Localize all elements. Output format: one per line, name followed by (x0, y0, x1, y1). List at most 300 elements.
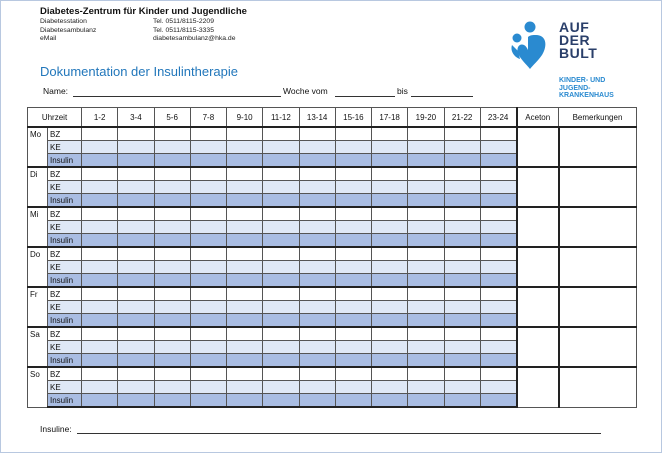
entry-cell[interactable] (299, 381, 335, 394)
entry-cell[interactable] (335, 314, 371, 328)
entry-cell[interactable] (154, 367, 190, 381)
slot-header: 13-14 (299, 108, 335, 128)
entry-cell[interactable] (444, 141, 480, 154)
remarks-cell[interactable] (559, 327, 637, 367)
entry-cell[interactable] (118, 234, 154, 248)
entry-cell[interactable] (335, 247, 371, 261)
entry-cell[interactable] (154, 314, 190, 328)
entry-cell[interactable] (299, 167, 335, 181)
week-until-field[interactable] (411, 96, 473, 97)
entry-cell[interactable] (118, 367, 154, 381)
entry-cell[interactable] (299, 247, 335, 261)
entry-cell[interactable] (408, 274, 444, 288)
entry-cell[interactable] (82, 181, 118, 194)
entry-cell[interactable] (227, 207, 263, 221)
entry-cell[interactable] (263, 381, 299, 394)
entry-cell[interactable] (190, 314, 226, 328)
entry-cell[interactable] (372, 141, 408, 154)
entry-cell[interactable] (263, 167, 299, 181)
entry-cell[interactable] (444, 341, 480, 354)
entry-cell[interactable] (227, 327, 263, 341)
entry-cell[interactable] (480, 367, 516, 381)
entry-cell[interactable] (154, 341, 190, 354)
aceton-cell[interactable] (517, 207, 559, 247)
remarks-cell[interactable] (559, 207, 637, 247)
entry-cell[interactable] (372, 287, 408, 301)
entry-cell[interactable] (227, 141, 263, 154)
entry-cell[interactable] (444, 181, 480, 194)
entry-cell[interactable] (154, 181, 190, 194)
entry-cell[interactable] (190, 341, 226, 354)
entry-cell[interactable] (335, 141, 371, 154)
entry-cell[interactable] (227, 367, 263, 381)
aceton-cell[interactable] (517, 127, 559, 167)
insulin-field[interactable] (77, 433, 601, 434)
hospital-logo (506, 21, 636, 106)
entry-cell[interactable] (480, 394, 516, 408)
entry-cell[interactable] (372, 327, 408, 341)
entry-cell[interactable] (372, 341, 408, 354)
aceton-cell[interactable] (517, 167, 559, 207)
entry-cell[interactable] (444, 234, 480, 248)
entry-cell[interactable] (190, 301, 226, 314)
entry-cell[interactable] (82, 141, 118, 154)
entry-cell[interactable] (82, 354, 118, 368)
entry-cell[interactable] (227, 381, 263, 394)
entry-cell[interactable] (480, 341, 516, 354)
entry-cell[interactable] (190, 381, 226, 394)
entry-cell[interactable] (299, 314, 335, 328)
entry-cell[interactable] (408, 167, 444, 181)
entry-cell[interactable] (118, 354, 154, 368)
entry-cell[interactable] (480, 167, 516, 181)
entry-cell[interactable] (335, 127, 371, 141)
entry-cell[interactable] (227, 274, 263, 288)
row-type-label: Insulin (48, 194, 82, 208)
entry-cell[interactable] (335, 274, 371, 288)
entry-cell[interactable] (227, 181, 263, 194)
aceton-cell[interactable] (517, 327, 559, 367)
entry-cell[interactable] (263, 181, 299, 194)
entry-cell[interactable] (408, 394, 444, 408)
remarks-cell[interactable] (559, 127, 637, 167)
entry-cell[interactable] (444, 194, 480, 208)
entry-cell[interactable] (335, 367, 371, 381)
entry-cell[interactable] (480, 247, 516, 261)
entry-cell[interactable] (444, 127, 480, 141)
entry-cell[interactable] (118, 301, 154, 314)
entry-cell[interactable] (82, 167, 118, 181)
entry-cell[interactable] (263, 394, 299, 408)
entry-cell[interactable] (444, 221, 480, 234)
entry-cell[interactable] (372, 154, 408, 168)
entry-cell[interactable] (263, 247, 299, 261)
entry-cell[interactable] (299, 141, 335, 154)
entry-cell[interactable] (263, 154, 299, 168)
entry-cell[interactable] (372, 354, 408, 368)
entry-cell[interactable] (299, 341, 335, 354)
entry-cell[interactable] (335, 341, 371, 354)
entry-cell[interactable] (444, 394, 480, 408)
entry-cell[interactable] (372, 247, 408, 261)
row-type-label: BZ (48, 327, 82, 341)
entry-cell[interactable] (299, 181, 335, 194)
row-type-label: KE (48, 181, 82, 194)
entry-cell[interactable] (408, 181, 444, 194)
insulin-footer (40, 424, 72, 434)
entry-cell[interactable] (82, 287, 118, 301)
row-type-label: BZ (48, 247, 82, 261)
entry-cell[interactable] (154, 194, 190, 208)
entry-cell[interactable] (299, 207, 335, 221)
entry-cell[interactable] (263, 287, 299, 301)
entry-cell[interactable] (372, 301, 408, 314)
entry-cell[interactable] (299, 287, 335, 301)
entry-cell[interactable] (82, 274, 118, 288)
entry-cell[interactable] (335, 221, 371, 234)
entry-cell[interactable] (154, 354, 190, 368)
entry-cell[interactable] (335, 194, 371, 208)
entry-cell[interactable] (480, 194, 516, 208)
entry-cell[interactable] (118, 327, 154, 341)
contact-label: Diabetesstation (40, 18, 87, 25)
entry-cell[interactable] (372, 221, 408, 234)
entry-cell[interactable] (154, 274, 190, 288)
entry-cell[interactable] (480, 221, 516, 234)
entry-cell[interactable] (263, 234, 299, 248)
entry-cell[interactable] (299, 274, 335, 288)
entry-cell[interactable] (263, 127, 299, 141)
entry-cell[interactable] (480, 274, 516, 288)
entry-cell[interactable] (154, 247, 190, 261)
entry-cell[interactable] (299, 221, 335, 234)
entry-cell[interactable] (335, 327, 371, 341)
table-body (28, 127, 637, 407)
entry-cell[interactable] (335, 301, 371, 314)
entry-cell[interactable] (408, 301, 444, 314)
entry-cell[interactable] (82, 314, 118, 328)
entry-cell[interactable] (227, 354, 263, 368)
entry-cell[interactable] (190, 167, 226, 181)
row-type-label: Insulin (48, 274, 82, 288)
entry-cell[interactable] (299, 261, 335, 274)
name-field[interactable] (73, 96, 281, 97)
entry-cell[interactable] (82, 261, 118, 274)
contact-value: Tel. 0511/8115-2209 (153, 18, 214, 25)
entry-cell[interactable] (82, 381, 118, 394)
entry-cell[interactable] (480, 234, 516, 248)
entry-cell[interactable] (372, 367, 408, 381)
slot-header: 19-20 (408, 108, 444, 128)
entry-cell[interactable] (372, 314, 408, 328)
entry-cell[interactable] (227, 247, 263, 261)
entry-cell[interactable] (227, 221, 263, 234)
entry-cell[interactable] (480, 354, 516, 368)
entry-cell[interactable] (299, 394, 335, 408)
document-title: Dokumentation der Insulintherapie (40, 64, 239, 79)
entry-cell[interactable] (82, 367, 118, 381)
entry-cell[interactable] (335, 167, 371, 181)
entry-cell[interactable] (190, 287, 226, 301)
entry-cell[interactable] (82, 327, 118, 341)
entry-cell[interactable] (335, 287, 371, 301)
entry-cell[interactable] (444, 327, 480, 341)
entry-cell[interactable] (444, 247, 480, 261)
entry-cell[interactable] (372, 167, 408, 181)
entry-cell[interactable] (335, 394, 371, 408)
entry-cell[interactable] (82, 301, 118, 314)
entry-cell[interactable] (190, 141, 226, 154)
row-type-label: KE (48, 381, 82, 394)
entry-cell[interactable] (118, 194, 154, 208)
entry-cell[interactable] (480, 207, 516, 221)
entry-cell[interactable] (82, 194, 118, 208)
entry-cell[interactable] (118, 314, 154, 328)
entry-cell[interactable] (444, 287, 480, 301)
entry-cell[interactable] (408, 207, 444, 221)
remarks-cell[interactable] (559, 287, 637, 327)
entry-cell[interactable] (190, 394, 226, 408)
entry-cell[interactable] (227, 154, 263, 168)
entry-cell[interactable] (335, 261, 371, 274)
entry-cell[interactable] (408, 141, 444, 154)
entry-cell[interactable] (118, 341, 154, 354)
entry-cell[interactable] (372, 234, 408, 248)
entry-cell[interactable] (335, 207, 371, 221)
entry-cell[interactable] (154, 141, 190, 154)
organization-name: Diabetes-Zentrum für Kinder und Jugendliche (40, 6, 247, 17)
entry-cell[interactable] (118, 141, 154, 154)
entry-cell[interactable] (372, 181, 408, 194)
remarks-cell[interactable] (559, 167, 637, 207)
entry-cell[interactable] (480, 127, 516, 141)
entry-cell[interactable] (408, 221, 444, 234)
entry-cell[interactable] (263, 194, 299, 208)
entry-cell[interactable] (299, 327, 335, 341)
entry-cell[interactable] (154, 207, 190, 221)
entry-cell[interactable] (118, 394, 154, 408)
day-label: Mi (28, 207, 48, 247)
entry-cell[interactable] (372, 274, 408, 288)
entry-cell[interactable] (82, 221, 118, 234)
entry-cell[interactable] (82, 207, 118, 221)
entry-cell[interactable] (408, 354, 444, 368)
entry-cell[interactable] (480, 287, 516, 301)
entry-cell[interactable] (408, 327, 444, 341)
entry-cell[interactable] (263, 141, 299, 154)
entry-cell[interactable] (118, 181, 154, 194)
entry-cell[interactable] (480, 261, 516, 274)
entry-cell[interactable] (444, 367, 480, 381)
entry-cell[interactable] (263, 221, 299, 234)
entry-cell[interactable] (154, 301, 190, 314)
entry-cell[interactable] (444, 207, 480, 221)
entry-cell[interactable] (480, 327, 516, 341)
entry-cell[interactable] (408, 367, 444, 381)
entry-cell[interactable] (335, 234, 371, 248)
entry-cell[interactable] (263, 301, 299, 314)
entry-cell[interactable] (299, 234, 335, 248)
entry-cell[interactable] (335, 181, 371, 194)
entry-cell[interactable] (118, 154, 154, 168)
row-type-label: BZ (48, 367, 82, 381)
entry-cell[interactable] (444, 167, 480, 181)
slot-header: 5-6 (154, 108, 190, 128)
entry-cell[interactable] (118, 221, 154, 234)
entry-cell[interactable] (299, 367, 335, 381)
entry-cell[interactable] (227, 127, 263, 141)
entry-cell[interactable] (82, 394, 118, 408)
entry-cell[interactable] (190, 234, 226, 248)
day-label: Sa (28, 327, 48, 367)
entry-cell[interactable] (408, 234, 444, 248)
entry-cell[interactable] (372, 207, 408, 221)
entry-cell[interactable] (444, 301, 480, 314)
entry-cell[interactable] (408, 314, 444, 328)
entry-cell[interactable] (190, 354, 226, 368)
entry-cell[interactable] (190, 194, 226, 208)
entry-cell[interactable] (227, 287, 263, 301)
entry-cell[interactable] (154, 287, 190, 301)
entry-cell[interactable] (82, 127, 118, 141)
entry-cell[interactable] (408, 154, 444, 168)
entry-cell[interactable] (480, 381, 516, 394)
entry-cell[interactable] (335, 354, 371, 368)
entry-cell[interactable] (154, 154, 190, 168)
entry-cell[interactable] (154, 327, 190, 341)
entry-cell[interactable] (82, 234, 118, 248)
slot-header: 7-8 (190, 108, 226, 128)
entry-cell[interactable] (154, 221, 190, 234)
entry-cell[interactable] (408, 247, 444, 261)
entry-cell[interactable] (118, 287, 154, 301)
aceton-cell[interactable] (517, 247, 559, 287)
entry-cell[interactable] (299, 354, 335, 368)
entry-cell[interactable] (190, 127, 226, 141)
entry-cell[interactable] (190, 154, 226, 168)
entry-cell[interactable] (227, 394, 263, 408)
entry-cell[interactable] (227, 314, 263, 328)
entry-cell[interactable] (263, 207, 299, 221)
remarks-cell[interactable] (559, 367, 637, 407)
entry-cell[interactable] (263, 354, 299, 368)
aceton-cell[interactable] (517, 287, 559, 327)
contact-label: Diabetesambulanz (40, 26, 97, 34)
row-type-label: Insulin (48, 394, 82, 408)
entry-cell[interactable] (118, 261, 154, 274)
insulin-label: Insuline: (40, 424, 72, 434)
entry-cell[interactable] (408, 341, 444, 354)
row-type-label: BZ (48, 287, 82, 301)
entry-cell[interactable] (299, 301, 335, 314)
entry-cell[interactable] (335, 381, 371, 394)
entry-cell[interactable] (480, 181, 516, 194)
entry-cell[interactable] (444, 274, 480, 288)
entry-cell[interactable] (118, 207, 154, 221)
row-type-label: KE (48, 221, 82, 234)
entry-cell[interactable] (444, 381, 480, 394)
entry-cell[interactable] (480, 141, 516, 154)
entry-cell[interactable] (372, 261, 408, 274)
entry-cell[interactable] (190, 367, 226, 381)
entry-cell[interactable] (299, 194, 335, 208)
entry-cell[interactable] (82, 341, 118, 354)
week-from-field[interactable] (335, 96, 395, 97)
entry-cell[interactable] (118, 247, 154, 261)
entry-cell[interactable] (190, 261, 226, 274)
entry-cell[interactable] (480, 301, 516, 314)
entry-cell[interactable] (154, 127, 190, 141)
entry-cell[interactable] (480, 314, 516, 328)
entry-cell[interactable] (118, 127, 154, 141)
aceton-cell[interactable] (517, 367, 559, 407)
entry-cell[interactable] (263, 261, 299, 274)
entry-cell[interactable] (118, 167, 154, 181)
entry-cell[interactable] (444, 154, 480, 168)
entry-cell[interactable] (190, 274, 226, 288)
entry-cell[interactable] (154, 167, 190, 181)
entry-cell[interactable] (408, 127, 444, 141)
entry-cell[interactable] (154, 394, 190, 408)
entry-cell[interactable] (263, 314, 299, 328)
entry-cell[interactable] (444, 354, 480, 368)
entry-cell[interactable] (118, 381, 154, 394)
entry-cell[interactable] (372, 194, 408, 208)
entry-cell[interactable] (263, 327, 299, 341)
entry-cell[interactable] (263, 274, 299, 288)
entry-cell[interactable] (190, 207, 226, 221)
entry-cell[interactable] (299, 127, 335, 141)
entry-cell[interactable] (480, 154, 516, 168)
entry-cell[interactable] (227, 194, 263, 208)
entry-cell[interactable] (190, 181, 226, 194)
entry-cell[interactable] (190, 327, 226, 341)
entry-cell[interactable] (263, 341, 299, 354)
entry-cell[interactable] (444, 261, 480, 274)
entry-cell[interactable] (444, 314, 480, 328)
entry-cell[interactable] (227, 234, 263, 248)
entry-cell[interactable] (408, 287, 444, 301)
entry-cell[interactable] (372, 394, 408, 408)
entry-cell[interactable] (82, 154, 118, 168)
table-row (28, 167, 637, 181)
entry-cell[interactable] (372, 381, 408, 394)
entry-cell[interactable] (408, 261, 444, 274)
entry-cell[interactable] (227, 261, 263, 274)
entry-cell[interactable] (154, 381, 190, 394)
entry-cell[interactable] (372, 127, 408, 141)
entry-cell[interactable] (299, 154, 335, 168)
remarks-cell[interactable] (559, 247, 637, 287)
insulin-log-table (27, 107, 637, 408)
entry-cell[interactable] (190, 247, 226, 261)
week-from-label: Woche vom (283, 86, 328, 96)
entry-cell[interactable] (408, 194, 444, 208)
entry-cell[interactable] (263, 367, 299, 381)
entry-cell[interactable] (227, 167, 263, 181)
entry-cell[interactable] (190, 221, 226, 234)
entry-cell[interactable] (335, 154, 371, 168)
entry-cell[interactable] (408, 381, 444, 394)
entry-cell[interactable] (154, 234, 190, 248)
entry-cell[interactable] (82, 247, 118, 261)
entry-cell[interactable] (118, 274, 154, 288)
entry-cell[interactable] (227, 341, 263, 354)
contact-labels (40, 18, 96, 44)
row-type-label: Insulin (48, 354, 82, 368)
entry-cell[interactable] (154, 261, 190, 274)
entry-cell[interactable] (227, 301, 263, 314)
